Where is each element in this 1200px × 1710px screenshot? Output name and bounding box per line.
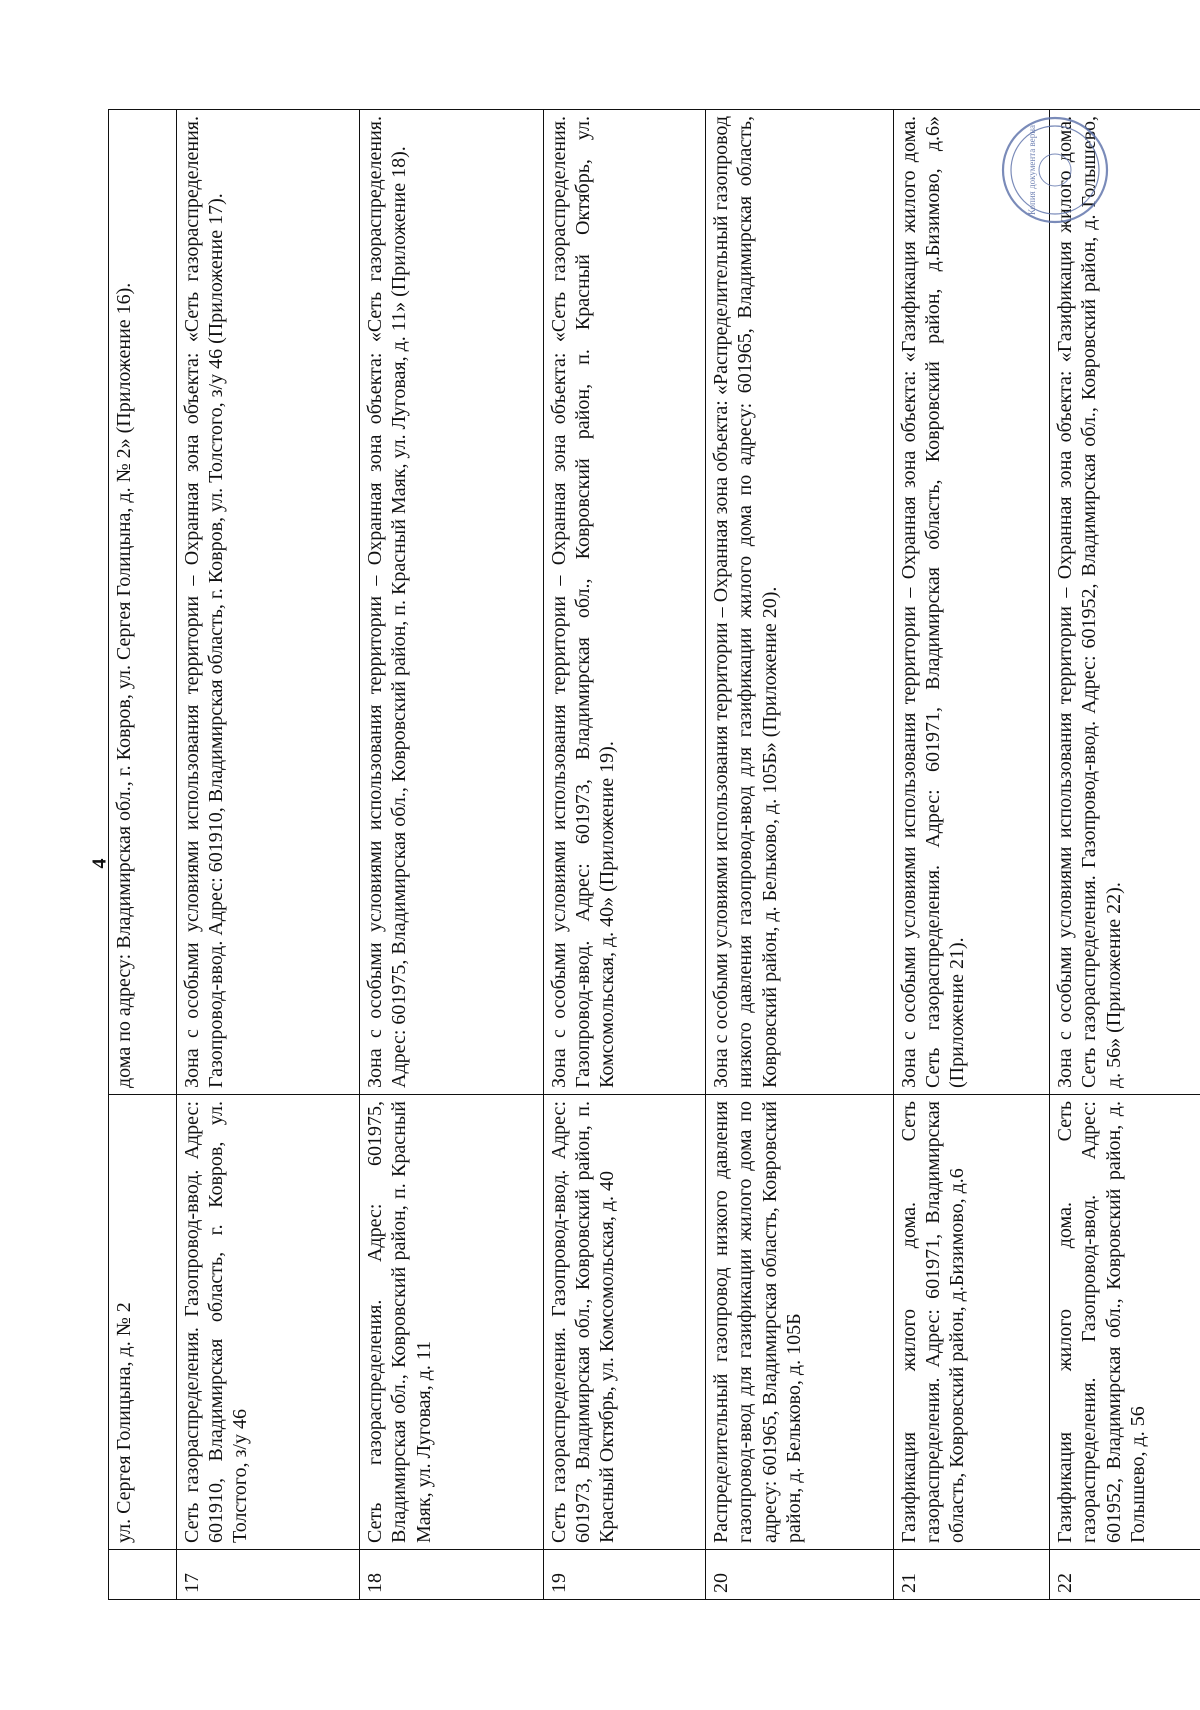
- object-cell: Сеть газораспределения. Адрес: 601975, Владимирская обл., Ковровский район, п. Красный Маяк, ул. Луговая, д. 11: [360, 1095, 544, 1550]
- table-row: [893, 110, 1049, 1600]
- object-cell: Распределительный газопровод низкого давления газопровод-ввод для газификации жилого дома по адресу: 601965, Владимирская область, Ковровский район, д. Бельково, д. 105Б: [705, 1095, 893, 1550]
- row-number-cell: 18: [360, 1550, 544, 1600]
- object-cell: ул. Сергея Голицына, д. № 2: [109, 1095, 177, 1550]
- zone-cell: Зона с особыми условиями использования территории – Охранная зона объекта: «Сеть газораспределения. Газопровод-ввод. Адрес: 601910, Владимирская область, г. Ковров, ул. Толстого, з/у 46 (Приложение 17).: [176, 110, 360, 1095]
- row-number-cell: 21: [893, 1550, 1049, 1600]
- table-row: [109, 110, 177, 1600]
- row-number-cell: 20: [705, 1550, 893, 1600]
- table-row: [360, 110, 544, 1600]
- zone-cell: Зона с особыми условиями использования территории – Охранная зона объекта: «Газификация жилого дома. Сеть газораспределения. Газопровод-ввод. Адрес: 601952, Владимирская обл., Ковровский район, д. Голышево, д. 56» (Приложение 22).: [1049, 110, 1200, 1095]
- table-row: [176, 110, 360, 1600]
- row-number-cell: 22: [1049, 1550, 1200, 1600]
- page-number: 4: [88, 858, 111, 869]
- zone-cell: дома по адресу: Владимирская обл., г. Ковров, ул. Сергея Голицына, д. № 2» (Приложение 16).: [109, 110, 177, 1095]
- table-row: [543, 110, 705, 1600]
- zone-cell: Зона с особыми условиями использования территории – Охранная зона объекта: «Распределительный газопровод низкого давления газопровод-ввод для газификации жилого дома по адресу: 601965, Владимирская область, Ковровский район, д. Бельково, д. 105Б» (Приложение 20).: [705, 110, 893, 1095]
- table-row: [1049, 110, 1200, 1600]
- row-number-cell: 17: [176, 1550, 360, 1600]
- object-cell: Сеть газораспределения. Газопровод-ввод. Адрес: 601973, Владимирская обл., Ковровский район, п. Красный Октябрь, ул. Комсомольская, д. 40: [543, 1095, 705, 1550]
- table-row: [705, 110, 893, 1600]
- object-cell: Газификация жилого дома. Сеть газораспределения. Адрес: 601971, Владимирская область, Ковровский район, д.Бизимово, д.6: [893, 1095, 1049, 1550]
- object-cell: Сеть газораспределения. Газопровод-ввод. Адрес: 601910, Владимирская область, г. Ковров, ул. Толстого, з/у 46: [176, 1095, 360, 1550]
- row-number-cell: 19: [543, 1550, 705, 1600]
- zone-cell: Зона с особыми условиями использования территории – Охранная зона объекта: «Газификация жилого дома. Сеть газораспределения. Адрес: 601971, Владимирская область, Ковровский район, д.Бизимово, д.6» (Приложение 21).: [893, 110, 1049, 1095]
- object-cell: Газификация жилого дома. Сеть газораспределения. Газопровод-ввод. Адрес: 601952, Владимирская обл., Ковровский район, д. Голышево, д. 56: [1049, 1095, 1200, 1550]
- row-number-cell: [109, 1550, 177, 1600]
- zone-cell: Зона с особыми условиями использования территории – Охранная зона объекта: «Сеть газораспределения. Газопровод-ввод. Адрес: 601973, Владимирская обл., Ковровский район, п. Красный Октябрь, ул. Комсомольская, д. 40» (Приложение 19).: [543, 110, 705, 1095]
- rotated-table-wrapper: [108, 110, 1200, 1600]
- zones-table: [108, 109, 1200, 1600]
- stamp-seal: [995, 75, 1110, 265]
- zone-cell: Зона с особыми условиями использования территории – Охранная зона объекта: «Сеть газораспределения. Адрес: 601975, Владимирская обл., Ковровский район, п. Красный Маяк, ул. Луговая, д. 11» (Приложение 18).: [360, 110, 544, 1095]
- stamp-text: Копия документа верна: [1027, 124, 1037, 216]
